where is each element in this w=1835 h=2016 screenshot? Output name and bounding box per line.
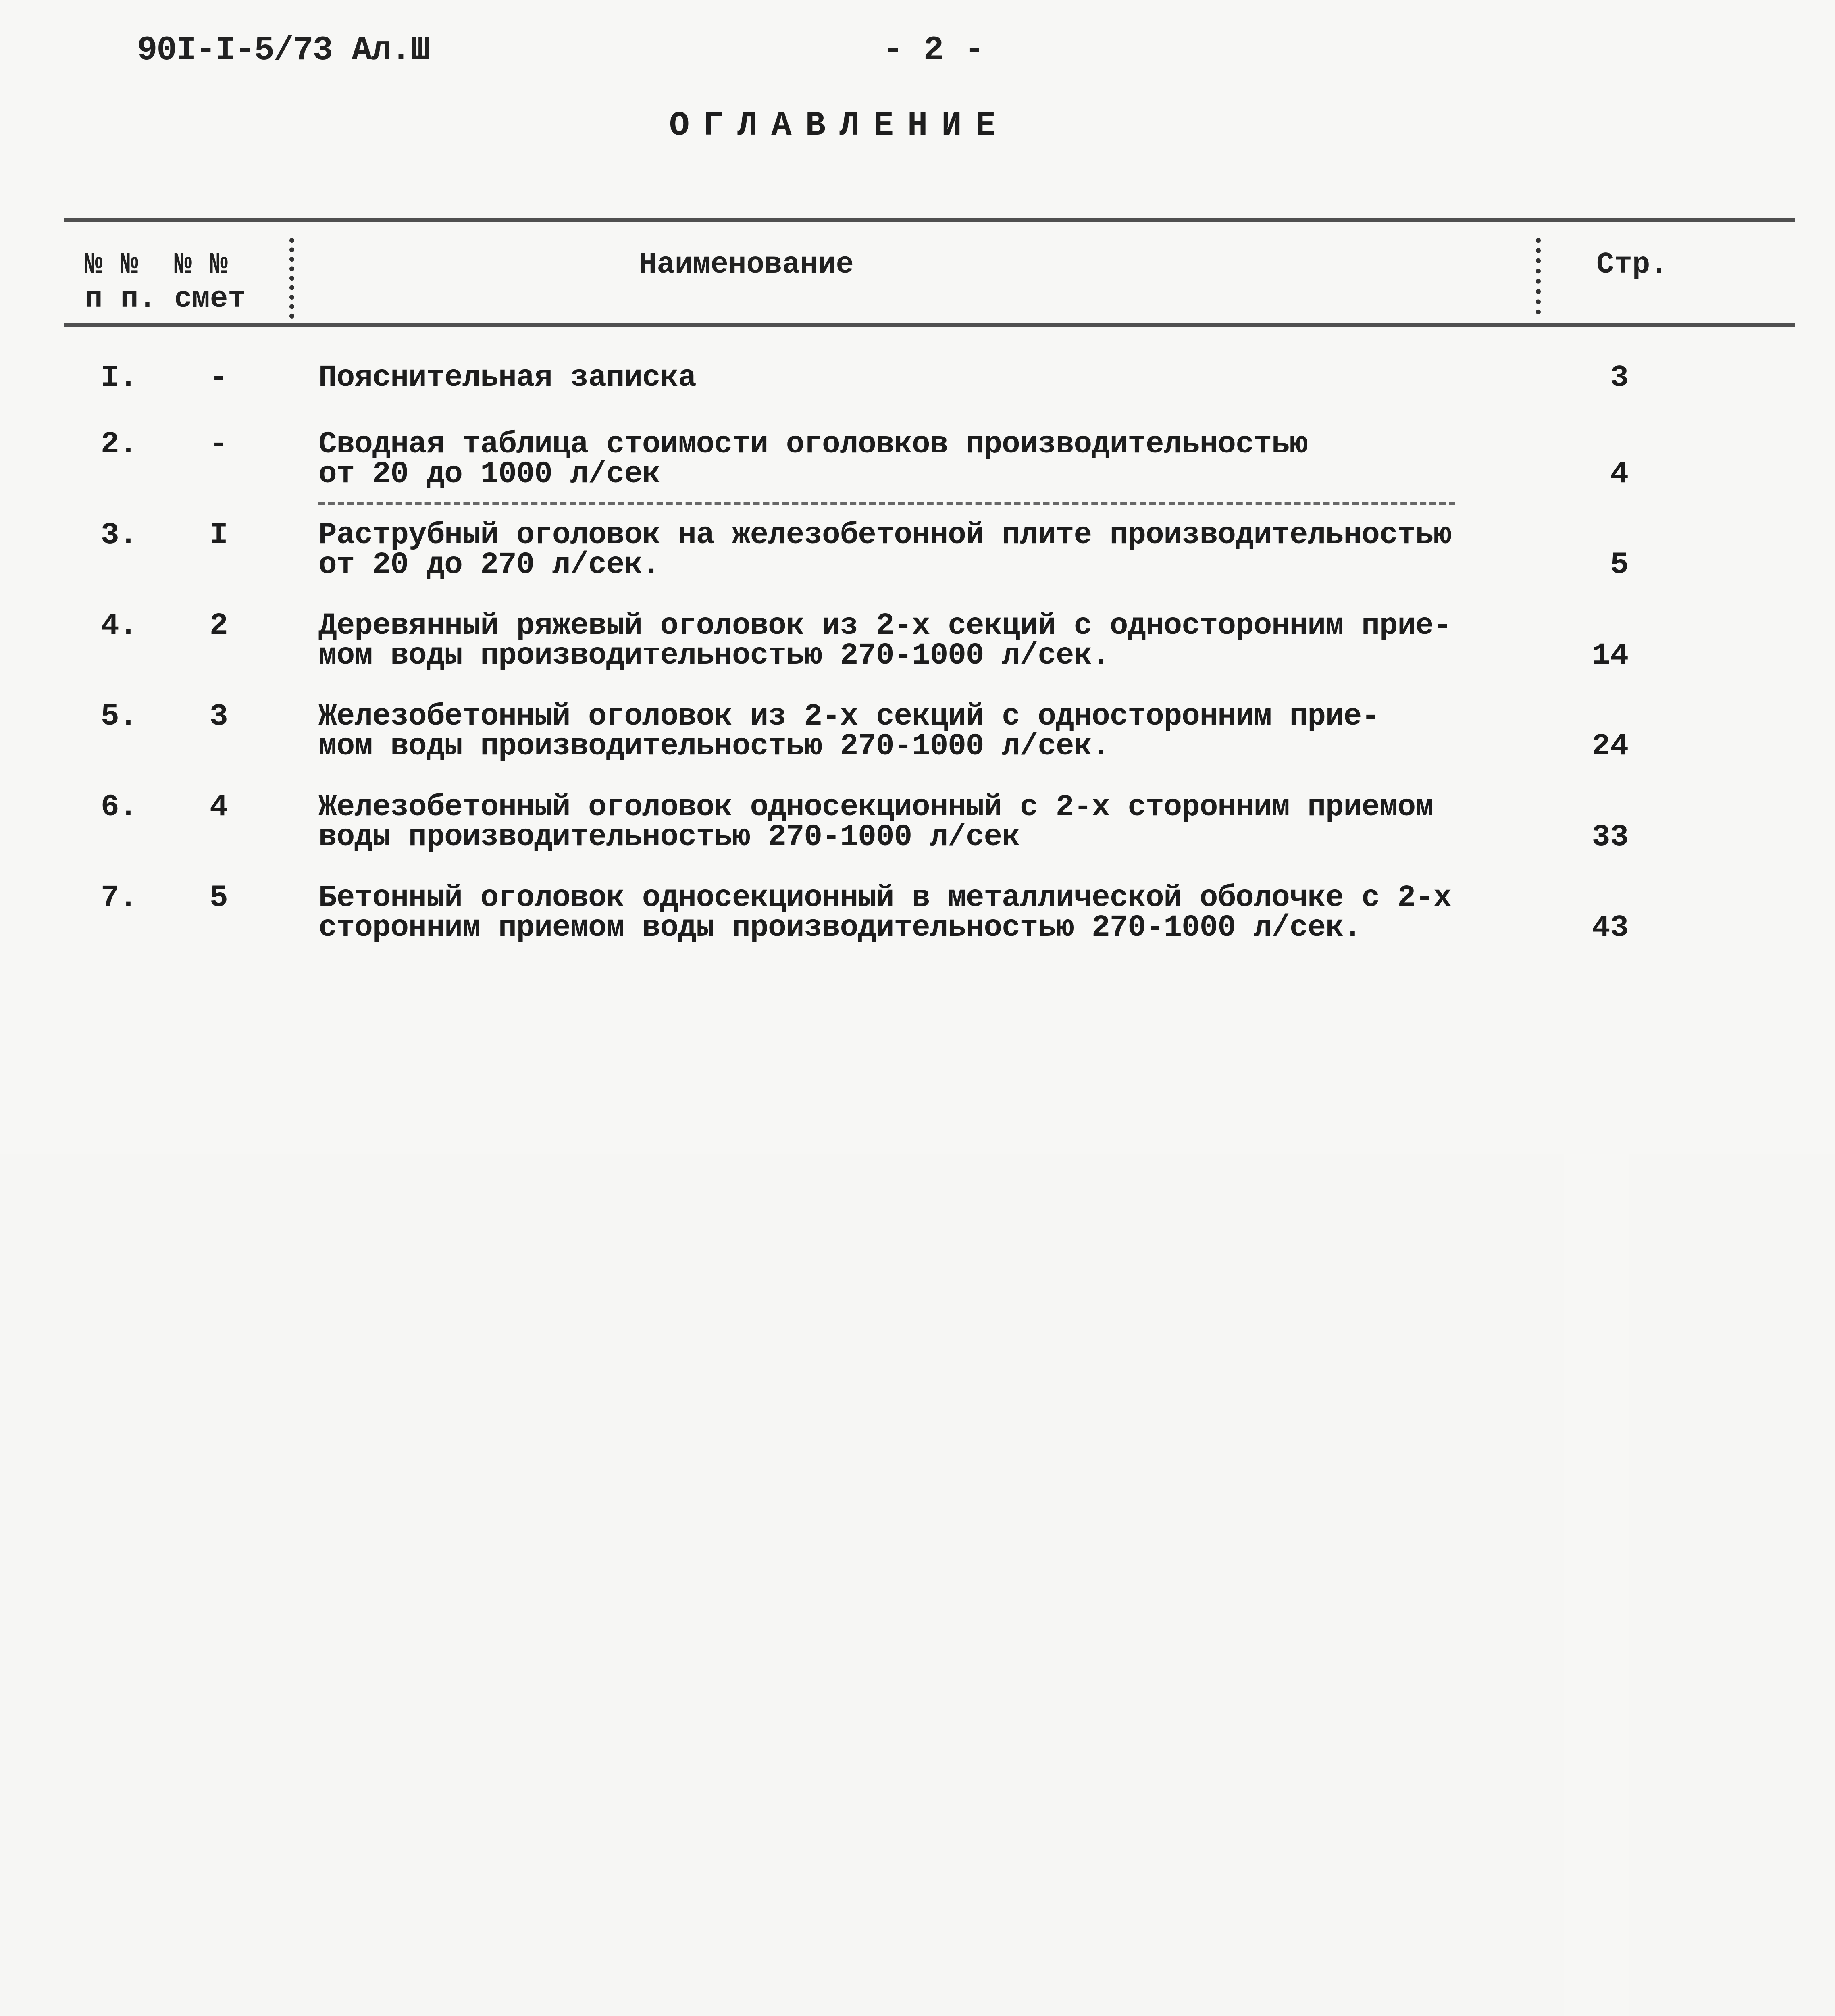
table-row xyxy=(0,520,1835,609)
row-page: 14 xyxy=(1564,641,1629,1795)
row-number: I. xyxy=(101,360,138,395)
row-estimate: 5 xyxy=(210,881,228,915)
row-estimate: 2 xyxy=(210,608,228,643)
table-row xyxy=(0,792,1835,881)
row-page: 5 xyxy=(1564,550,1629,1704)
row-name-line: Железобетонный оголовок из 2-х секций с односторонним прие- xyxy=(318,699,1379,734)
row-page: 24 xyxy=(1564,731,1629,1885)
row-name-line: Деревянный ряжевый оголовок из 2-х секций с односторонним прие- xyxy=(318,608,1452,643)
row-number: 4. xyxy=(101,608,138,643)
row-page: 33 xyxy=(1564,822,1629,1976)
row-name xyxy=(318,883,1479,943)
row-name-line: мом воды производительностью 270-1000 л/сек. xyxy=(318,638,1110,673)
row-name xyxy=(318,792,1479,852)
column-separator-left xyxy=(289,238,301,319)
row-name-line: мом воды производительностью 270-1000 л/сек. xyxy=(318,729,1110,764)
row-name xyxy=(318,520,1479,580)
row-name-line: Железобетонный оголовок односекционный с 2-х сторонним приемом xyxy=(318,790,1433,825)
column-header-page: Стр. xyxy=(1596,248,1668,282)
row-name-line: от 20 до 1000 л/сек xyxy=(318,457,660,492)
column-separator-right xyxy=(1536,238,1547,314)
row-page: 4 xyxy=(1564,459,1629,1613)
row-estimate: - xyxy=(210,360,228,395)
row-estimate: 3 xyxy=(210,699,228,734)
row-number: 6. xyxy=(101,790,138,825)
row-name-line: Пояснительная записка xyxy=(318,360,696,395)
row-page: 3 xyxy=(1564,363,1629,1517)
row-number: 5. xyxy=(101,699,138,734)
row-page: 43 xyxy=(1564,913,1629,2016)
column-header-name: Наименование xyxy=(639,248,854,282)
table-header-rule xyxy=(64,323,1795,327)
row-name xyxy=(318,427,1479,492)
row-name-line: Сводная таблица стоимости оголовков производительностью xyxy=(318,427,1308,462)
row-name-line: от 20 до 270 л/сек. xyxy=(318,548,660,582)
toc-title: ОГЛАВЛЕНИЕ xyxy=(669,107,1010,145)
row-name-line: Раструбный оголовок на железобетонной плите производительностью xyxy=(318,518,1452,552)
page-number: - 2 - xyxy=(883,31,985,70)
column-header-item-number: № № п п. xyxy=(85,248,156,317)
row-estimate: I xyxy=(210,518,228,552)
row-estimate: - xyxy=(210,427,228,462)
document-code: 90I-I-5/73 Ал.Ш xyxy=(137,31,430,70)
row-name xyxy=(318,608,1479,673)
row-number: 2. xyxy=(101,427,138,462)
row-number: 3. xyxy=(101,518,138,552)
row-name-line: Бетонный оголовок односекционный в металлической оболочке с 2-х xyxy=(318,881,1452,915)
table-top-rule xyxy=(64,218,1795,222)
row-estimate: 4 xyxy=(210,790,228,825)
row-number: 7. xyxy=(101,881,138,915)
row-name xyxy=(318,360,1479,395)
column-header-estimate-number: № № смет xyxy=(174,248,246,317)
row-name-line: воды производительностью 270-1000 л/сек xyxy=(318,820,1020,854)
table-row xyxy=(0,699,1835,790)
row-divider xyxy=(318,502,1455,505)
row-name-line: сторонним приемом воды производительностью 270-1000 л/сек. xyxy=(318,910,1362,945)
row-name xyxy=(318,699,1479,764)
table-row xyxy=(0,608,1835,700)
table-row xyxy=(0,883,1835,972)
